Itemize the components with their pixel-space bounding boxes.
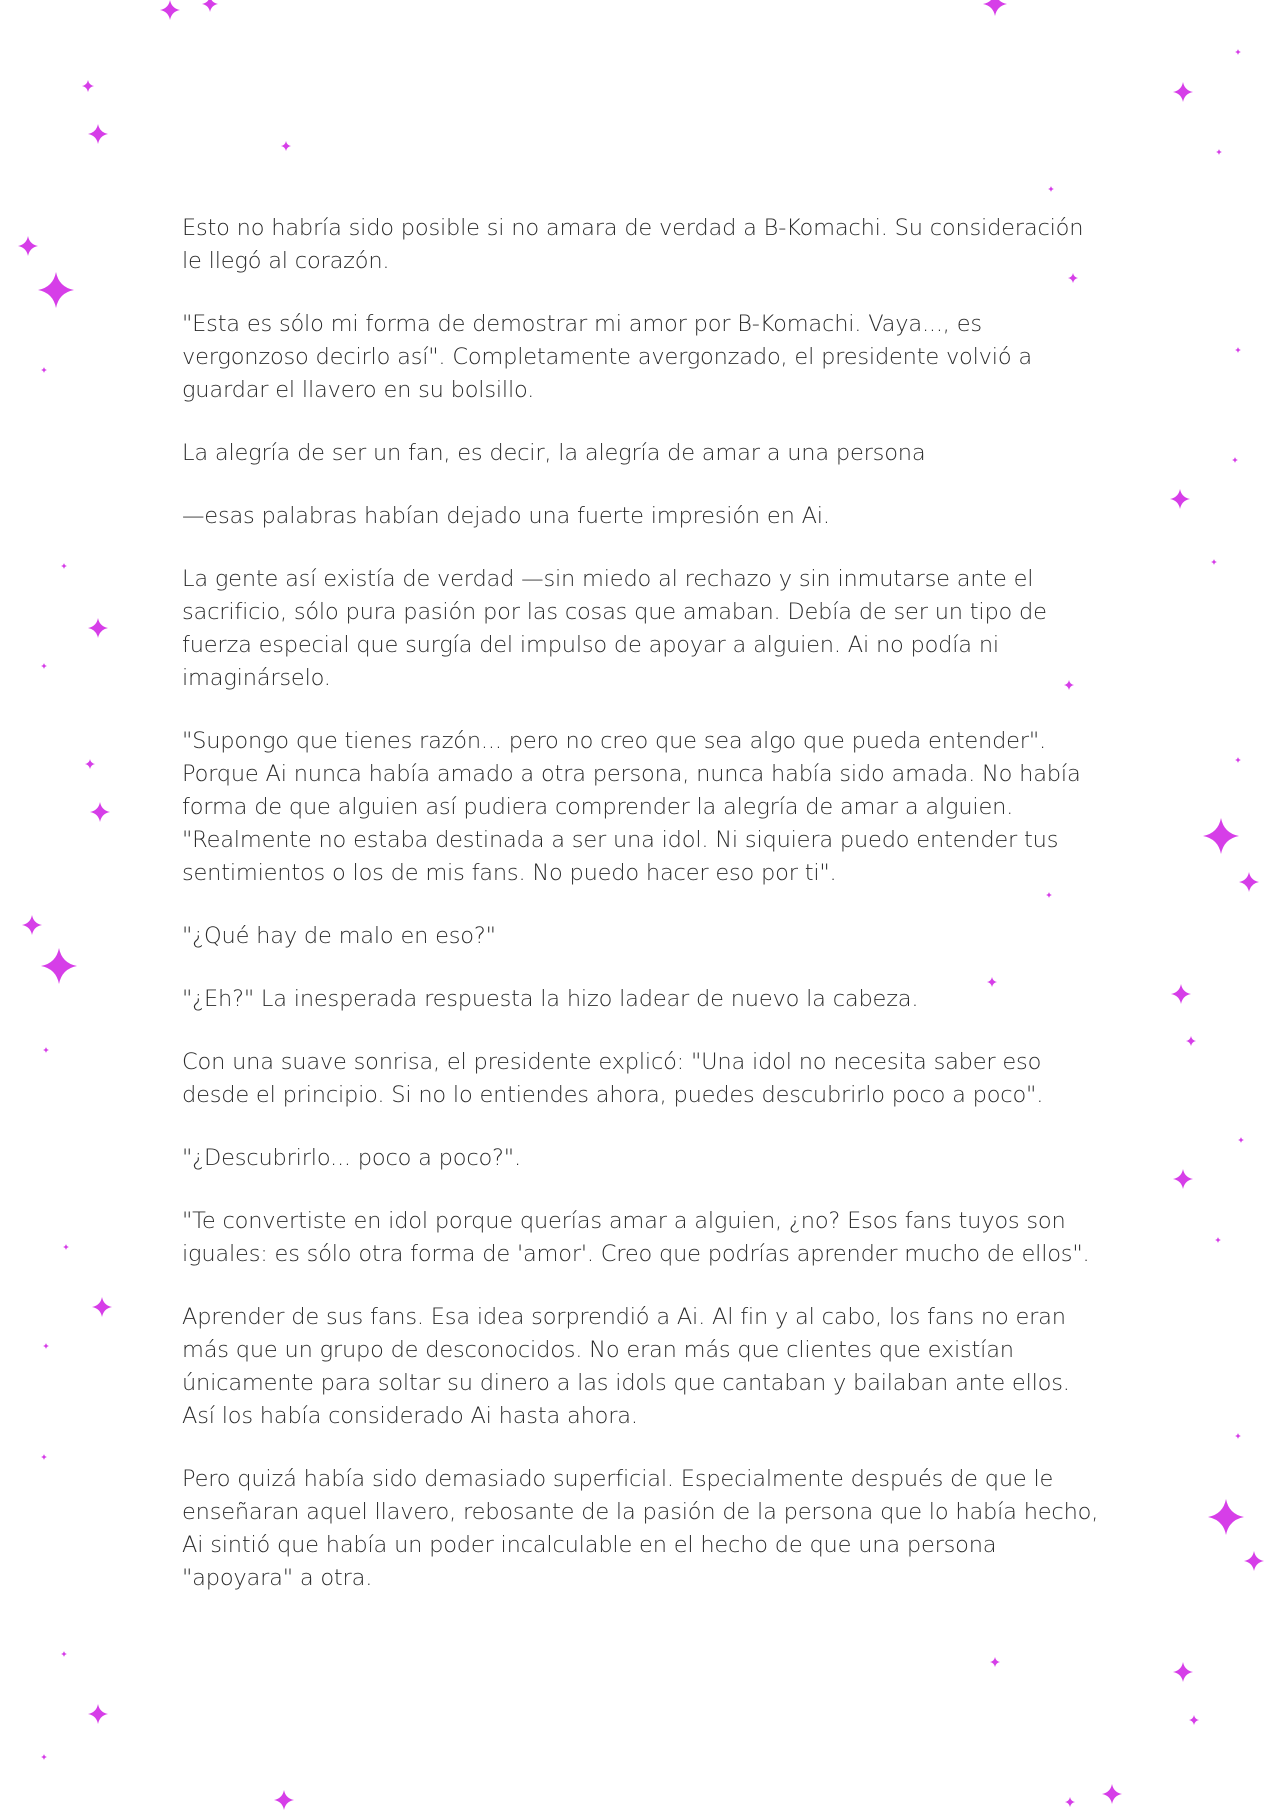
sparkle-icon	[202, 0, 218, 12]
paragraph-2: "Esta es sólo mi forma de demostrar mi amor por B-Komachi. Vaya..., es vergonzoso decirlo así". Completamente avergonzado, el presidente volvió a guardar el llavero en su bolsillo.	[182, 311, 1032, 403]
sparkle-icon	[1186, 1036, 1196, 1046]
sparkle-icon	[1173, 1169, 1193, 1189]
sparkle-icon	[1048, 186, 1054, 192]
paragraph-3: La alegría de ser un fan, es decir, la alegría de amar a una persona	[182, 440, 926, 466]
sparkle-icon	[1244, 1551, 1264, 1571]
sparkle-icon	[85, 759, 95, 769]
sparkle-icon	[43, 1047, 49, 1053]
sparkle-icon	[38, 272, 74, 308]
sparkle-icon	[1173, 1662, 1193, 1682]
sparkle-icon	[41, 1454, 47, 1460]
sparkle-icon	[983, 0, 1007, 16]
sparkle-icon	[88, 618, 108, 638]
sparkle-icon	[1189, 1715, 1199, 1725]
sparkle-icon	[1232, 457, 1238, 463]
sparkle-icon	[22, 915, 42, 935]
sparkle-icon	[92, 1297, 112, 1317]
paragraph-4: —esas palabras habían dejado una fuerte impresión en Ai.	[182, 503, 830, 529]
sparkle-icon	[88, 1704, 108, 1724]
sparkle-icon	[18, 236, 38, 256]
sparkle-icon	[61, 1651, 67, 1657]
sparkle-icon	[1235, 1433, 1241, 1439]
sparkle-icon	[1235, 49, 1241, 55]
sparkle-icon	[90, 802, 110, 822]
paragraph-10: "¿Descubrirlo... poco a poco?".	[182, 1145, 521, 1171]
sparkle-icon	[41, 948, 77, 984]
sparkle-icon	[1215, 1237, 1221, 1243]
paragraph-8: "¿Eh?" La inesperada respuesta la hizo ladear de nuevo la cabeza.	[182, 986, 919, 1012]
sparkle-icon	[1238, 1137, 1244, 1143]
sparkle-icon	[43, 1343, 49, 1349]
sparkle-icon	[281, 141, 291, 151]
sparkle-icon	[1211, 559, 1217, 565]
paragraph-5: La gente así existía de verdad —sin miedo al rechazo y sin inmutarse ante el sacrificio, sólo pura pasión por las cosas que amaban. Debía de ser un tipo de fuerza especial que surgía del impulso de apoyar a alguien. Ai no podía ni imaginárselo.	[182, 566, 1047, 691]
sparkle-icon	[274, 1790, 294, 1810]
sparkle-icon	[1235, 347, 1241, 353]
paragraph-6: "Supongo que tienes razón... pero no creo que sea algo que pueda entender". Porque Ai nunca había amado a otra persona, nunca había sido amada. No había forma de que alguien así pudiera comprender la alegría de amar a alguien. "Realmente no estaba destinada a ser una idol. Ni siquiera puedo entender tus sentimientos o los de mis fans. No puedo hacer eso por ti".	[182, 728, 1081, 886]
sparkle-icon	[1239, 872, 1259, 892]
paragraph-1: Esto no habría sido posible si no amara de verdad a B-Komachi. Su consideración le llegó al corazón.	[182, 215, 1084, 274]
sparkle-icon	[1203, 818, 1239, 854]
sparkle-icon	[990, 1657, 1000, 1667]
sparkle-icon	[1065, 1797, 1075, 1807]
sparkle-icon	[1235, 757, 1241, 763]
sparkle-icon	[61, 563, 67, 569]
paragraph-12: Aprender de sus fans. Esa idea sorprendió a Ai. Al fin y al cabo, los fans no eran más que un grupo de desconocidos. No eran más que clientes que existían únicamente para soltar su dinero a las idols que cantaban y bailaban ante ellos. Así los había considerado Ai hasta ahora.	[182, 1304, 1070, 1429]
sparkle-icon	[41, 663, 47, 669]
sparkle-icon	[88, 124, 108, 144]
paragraph-9: Con una suave sonrisa, el presidente explicó: "Una idol no necesita saber eso desde el principio. Si no lo entiendes ahora, puedes descubrirlo poco a poco".	[182, 1049, 1044, 1108]
sparkle-icon	[1171, 984, 1191, 1004]
sparkle-icon	[82, 80, 94, 92]
sparkle-icon	[1216, 149, 1222, 155]
sparkle-icon	[160, 0, 180, 20]
paragraph-7: "¿Qué hay de malo en eso?"	[182, 923, 496, 949]
sparkle-icon	[1170, 489, 1190, 509]
paragraph-11: "Te convertiste en idol porque querías amar a alguien, ¿no? Esos fans tuyos son iguales: es sólo otra forma de 'amor'. Creo que podrías aprender mucho de ellos".	[182, 1208, 1090, 1267]
sparkle-icon	[1208, 1499, 1244, 1535]
sparkle-icon	[41, 367, 47, 373]
sparkle-icon	[1173, 82, 1193, 102]
sparkle-icon	[1102, 1784, 1122, 1804]
story-text	[182, 212, 1102, 1625]
paragraph-13: Pero quizá había sido demasiado superficial. Especialmente después de que le enseñaran aquel llavero, rebosante de la pasión de la persona que lo había hecho, Ai sintió que había un poder incalculable en el hecho de que una persona "apoyara" a otra.	[182, 1466, 1099, 1591]
sparkle-icon	[41, 1754, 47, 1760]
sparkle-icon	[63, 1244, 69, 1250]
